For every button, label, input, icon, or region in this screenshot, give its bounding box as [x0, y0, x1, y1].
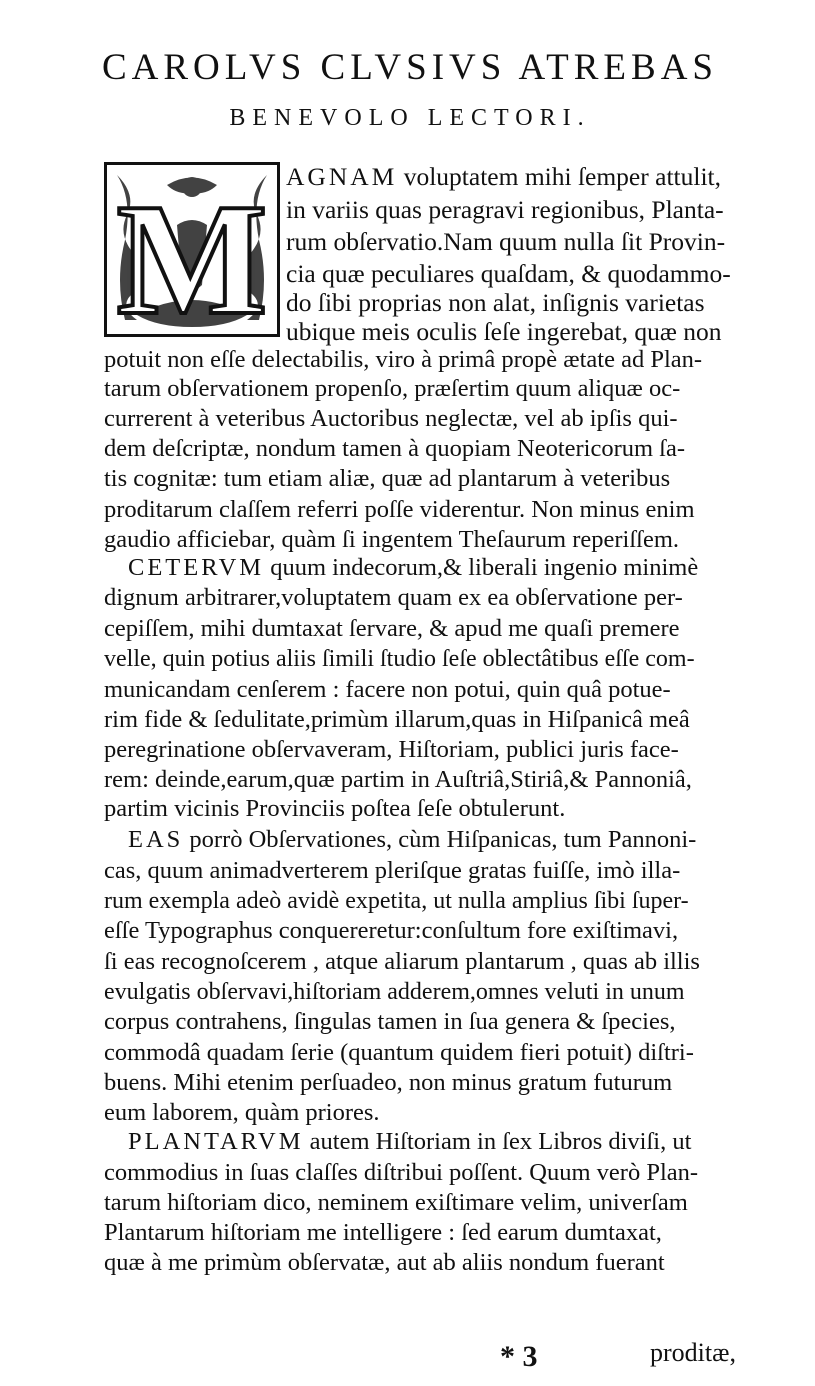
text-line: EAS porrò Obſervationes, cùm Hiſpanicas, tum Pannoni-	[128, 826, 697, 853]
catchword: proditæ,	[650, 1338, 736, 1367]
text-line: eſſe Typographus conquereretur:conſultum fore exiſtimavi,	[104, 917, 679, 944]
text-line: ſi eas recognoſcerem , atque aliarum plantarum , quas ab illis	[104, 948, 700, 975]
text-line: corpus contrahens, ſingulas tamen in ſua genera & ſpecies,	[104, 1008, 676, 1035]
lead-word: CETERVM	[128, 554, 265, 581]
text-line: quæ à me primùm obſervatæ, aut ab aliis nondum fuerant	[104, 1249, 665, 1276]
text-line: commodâ quadam ſerie (quantum quidem fieri potuit) diſtri-	[104, 1039, 694, 1066]
text-line: dem deſcriptæ, nondum tamen à quopiam Neotericorum ſa-	[104, 435, 686, 462]
text-line: buens. Mihi etenim perſuadeo, non minus gratum futurum	[104, 1069, 673, 1096]
text-line: evulgatis obſervavi,hiſtoriam adderem,omnes veluti in unum	[104, 979, 685, 1005]
text-line: do ſibi proprias non alat, inſignis varietas	[286, 288, 705, 317]
text-line: eum laborem, quàm priores.	[104, 1099, 380, 1126]
text-line: municandam cenſerem : facere non potui, quin quâ potue-	[104, 676, 671, 703]
text-line: rim fide & ſedulitate,primùm illarum,quas in Hiſpanicâ meâ	[104, 706, 690, 733]
text-line: commodius in ſuas claſſes diſtribui poſſent. Quum verò Plan-	[104, 1159, 699, 1186]
text-line: rum obſervatio.Nam quum nulla ſit Provin-	[286, 227, 726, 256]
text-line: tis cognitæ: tum etiam aliæ, quæ ad plantarum à veteribus	[104, 465, 671, 492]
lead-word: AGNAM	[286, 162, 398, 191]
text-line: Plantarum hiſtoriam me intelligere : ſed earum dumtaxat,	[104, 1219, 662, 1246]
text-line: rum exempla adeò avidè expetita, ut nulla amplius ſibi ſuper-	[104, 888, 689, 914]
text-line: dignum arbitrarer,voluptatem quam ex ea obſervatione per-	[104, 584, 683, 611]
text-line: PLANTARVM autem Hiſtoriam in ſex Libros diviſi, ut	[128, 1128, 692, 1155]
lead-word: EAS	[128, 826, 184, 853]
text-line: AGNAM voluptatem mihi ſemper attulit,	[286, 162, 721, 191]
text-line: potuit non eſſe delectabilis, viro à primâ propè ætate ad Plan-	[104, 346, 703, 373]
text-line: partim vicinis Provinciis poſtea ſeſe obtulerunt.	[104, 795, 566, 822]
signature-mark: * 3	[500, 1340, 538, 1373]
text-line: gaudio afficiebar, quàm ſi ingentem Theſaurum reperiſſem.	[104, 526, 680, 553]
text-line: tarum hiſtoriam dico, neminem exiſtimare velim, univerſam	[104, 1189, 688, 1216]
initial-letter: M	[116, 170, 268, 334]
text-line: ubique meis oculis ſeſe ingerebat, quæ non	[286, 317, 722, 346]
text-line: proditarum claſſem referri poſſe viderentur. Non minus enim	[104, 496, 695, 523]
initial-ornament-icon	[107, 165, 277, 334]
text-line: peregrinatione obſervaveram, Hiſtoriam, publici juris face-	[104, 736, 679, 763]
text-line: in variis quas peragravi regionibus, Planta-	[286, 195, 724, 224]
text-line: rem: deinde,earum,quæ partim in Auſtriâ,Stiriâ,& Pannoniâ,	[104, 766, 692, 793]
text-line: CETERVM quum indecorum,& liberali ingenio minimè	[128, 554, 699, 581]
text-line: velle, quin potius aliis ſimili ſtudio ſeſe oblectâtibus eſſe com-	[104, 646, 695, 672]
text-line: cepiſſem, mihi dumtaxat ſervare, & apud me quaſi premere	[104, 615, 680, 642]
text-line: cia quæ peculiares quaſdam, & quodammo-	[286, 259, 731, 288]
text-line: cas, quum animadverterem pleriſque gratas fuiſſe, imò illa-	[104, 857, 681, 884]
decorated-initial	[104, 162, 280, 337]
text-line: tarum obſervationem propenſo, præſertim quum aliquæ oc-	[104, 375, 681, 402]
page-title: CAROLVS CLVSIVS ATREBAS	[101, 47, 719, 88]
page-subtitle: BENEVOLO LECTORI.	[229, 105, 591, 131]
text-line: currerent à veteribus Auctoribus neglectæ, vel ab ipſis qui-	[104, 405, 678, 432]
lead-word: PLANTARVM	[128, 1128, 304, 1155]
